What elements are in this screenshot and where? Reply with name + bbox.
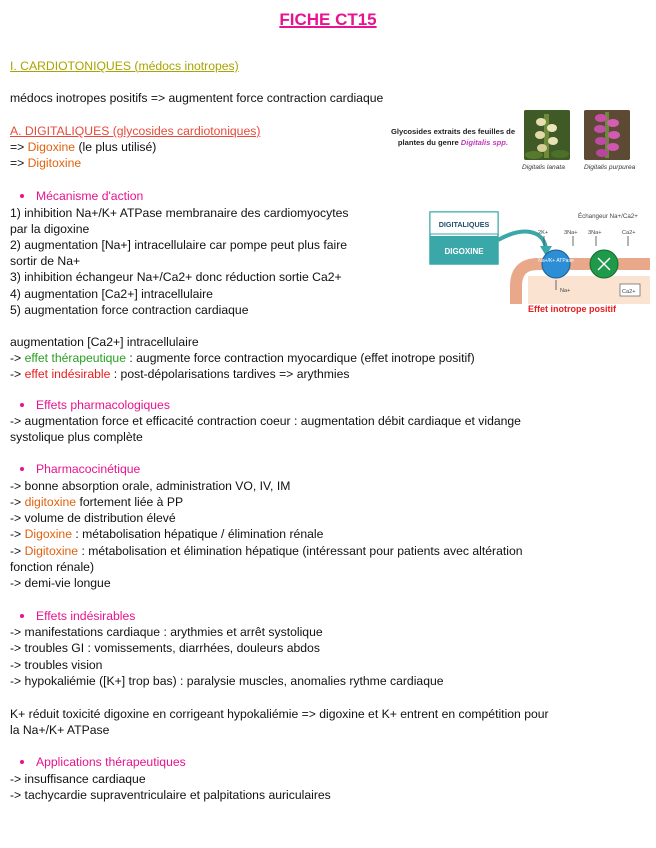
bullet-icon — [20, 194, 24, 198]
applications-heading — [20, 754, 186, 770]
bullet-icon — [20, 760, 24, 764]
potassium-line-2: la Na+/K+ ATPase — [10, 723, 110, 737]
digitalis-lanata-photo — [524, 110, 570, 160]
step-1-line-2: par la digoxine — [10, 222, 90, 236]
arrow: -> — [10, 495, 25, 509]
ei-line-1: -> manifestations cardiaque : arythmies et arrêt systolique — [10, 625, 323, 639]
app-line-2: -> tachycardie supraventriculaire et palpitations auriculaires — [10, 788, 331, 802]
pharmacocinetique-heading — [20, 461, 140, 477]
ei-line-4: -> hypokaliémie ([K+] trop bas) : paralysie muscles, anomalies rythme cardiaque — [10, 674, 444, 688]
digitaliques-heading: A. DIGITALIQUES (glycosides cardiotoniques) — [10, 124, 261, 138]
ion-label-3: 3Na+ — [588, 230, 602, 236]
digitoxine-name: Digitoxine — [27, 156, 82, 170]
bullet-icon — [20, 467, 24, 471]
potassium-line-1: K+ réduit toxicité digoxine en corrigeant hypokaliémie => digoxine et K+ entrent en compétition pour — [10, 707, 549, 721]
digoxine-item — [10, 139, 156, 155]
effets-indesirables-heading-text: Effets indésirables — [36, 609, 136, 623]
plant-left-label: Digitalis lanata — [522, 164, 565, 171]
mechanism-diagram — [428, 208, 650, 304]
box-bottom-label: DIGOXINE — [444, 247, 484, 256]
step-4: 4) augmentation [Ca2+] intracellulaire — [10, 287, 213, 301]
mecanisme-heading-text: Mécanisme d'action — [36, 189, 144, 203]
effets-indesirables-heading — [20, 608, 135, 624]
exchanger-label: Échangeur Na+/Ca2+ — [578, 213, 638, 220]
pk-digitoxine: digitoxine — [24, 495, 77, 509]
pk-line-5-cont: fonction rénale) — [10, 560, 95, 574]
step-5: 5) augmentation force contraction cardiaque — [10, 303, 249, 317]
bullet-icon — [20, 403, 24, 407]
therapeutic-effect-line — [10, 350, 475, 366]
caption-prefix: plantes du genre — [397, 138, 461, 147]
pharmacocinetique-heading-text: Pharmacocinétique — [36, 462, 141, 476]
pharmaco-effects-heading-text: Effets pharmacologiques — [36, 398, 170, 412]
effect-label: Effet inotrope positif — [528, 304, 616, 314]
step-2-line-1: 2) augmentation [Na+] intracellulaire car pompe peut plus faire — [10, 238, 348, 252]
pharmaco-effects-line-1: -> augmentation force et efficacité contraction coeur : augmentation débit cardiaque et vidange — [10, 414, 521, 428]
step-1-line-1: 1) inhibition Na+/K+ ATPase membranaire des cardiomyocytes — [10, 206, 349, 220]
therapeutic-label: effet thérapeutique — [24, 351, 126, 365]
therapeutic-text: : augmente force contraction myocardique (effet inotrope positif) — [125, 351, 475, 365]
digitalis-plants-figure — [388, 110, 650, 176]
pk-line-4-text: : métabolisation hépatique / élimination rénale — [72, 527, 324, 541]
mecanisme-heading — [20, 188, 143, 204]
digitoxine-item — [10, 155, 81, 171]
ion-label-2: 3Na+ — [564, 230, 578, 236]
mechanism-figure — [428, 208, 650, 320]
plant-right-label: Digitalis purpurea — [584, 164, 636, 171]
pharmaco-effects-heading — [20, 397, 170, 413]
pk-line-4 — [10, 526, 323, 542]
pk-digoxine: Digoxine — [24, 527, 72, 541]
arrow: => — [10, 156, 28, 170]
pk-line-5 — [10, 543, 523, 559]
arrow: -> — [10, 367, 25, 381]
heading-prefix: I. CARDIOTONIQUES ( — [10, 59, 139, 73]
pk-digitoxine-2: Digitoxine — [24, 544, 79, 558]
digoxine-name: Digoxine — [27, 140, 76, 154]
calcium-line: augmentation [Ca2+] intracellulaire — [10, 335, 199, 349]
box-top-label: DIGITALIQUES — [438, 220, 490, 229]
arrow: -> — [10, 544, 25, 558]
arrow: -> — [10, 527, 25, 541]
step-3: 3) inhibition échangeur Na+/Ca2+ donc réduction sortie Ca2+ — [10, 270, 342, 284]
page-title: FICHE CT15 — [279, 10, 377, 29]
intro-text: médocs inotropes positifs => augmentent force contraction cardiaque — [10, 91, 384, 105]
digitalis-purpurea-photo — [584, 110, 630, 160]
pharmaco-effects-line-2: systolique plus complète — [10, 430, 143, 444]
adverse-effect-line — [10, 366, 350, 382]
bottom-ion-1: Na+ — [560, 288, 571, 294]
step-2-line-2: sortir de Na+ — [10, 254, 81, 268]
ei-line-2: -> troubles GI : vomissements, diarrhées, douleurs abdos — [10, 641, 320, 655]
pk-line-5-text: : métabolisation et élimination hépatique (intéressant pour patients avec altération — [78, 544, 523, 558]
caption-line-2 — [388, 137, 518, 148]
ion-label-1: 2K+ — [538, 230, 549, 236]
bottom-ion-2: Ca2+ — [622, 289, 636, 295]
adverse-label: effet indésirable — [24, 367, 111, 381]
pk-line-2 — [10, 494, 183, 510]
heading-inner: médocs inotropes) — [138, 59, 239, 73]
ei-line-3: -> troubles vision — [10, 658, 103, 672]
bullet-icon — [20, 614, 24, 618]
section-heading-cardiotoniques — [10, 58, 239, 74]
arrow: => — [10, 140, 28, 154]
pk-line-2-text: fortement liée à PP — [76, 495, 184, 509]
pk-line-1: -> bonne absorption orale, administration VO, IV, IM — [10, 479, 291, 493]
arrow: -> — [10, 351, 25, 365]
pk-line-3: -> volume de distribution élevé — [10, 511, 176, 525]
pump-label: Na+/K+ ATPase — [538, 258, 574, 264]
adverse-text: : post-dépolarisations tardives => arythmies — [110, 367, 350, 381]
caption-genus: Digitalis spp. — [460, 138, 509, 147]
ion-label-4: Ca2+ — [622, 230, 636, 236]
digoxine-note: (le plus utilisé) — [75, 140, 157, 154]
applications-heading-text: Applications thérapeutiques — [36, 755, 186, 769]
app-line-1: -> insuffisance cardiaque — [10, 772, 146, 786]
plants-caption — [388, 126, 518, 148]
caption-line-1: Glycosides extraits des feuilles de — [390, 127, 516, 136]
pk-line-6: -> demi-vie longue — [10, 576, 111, 590]
